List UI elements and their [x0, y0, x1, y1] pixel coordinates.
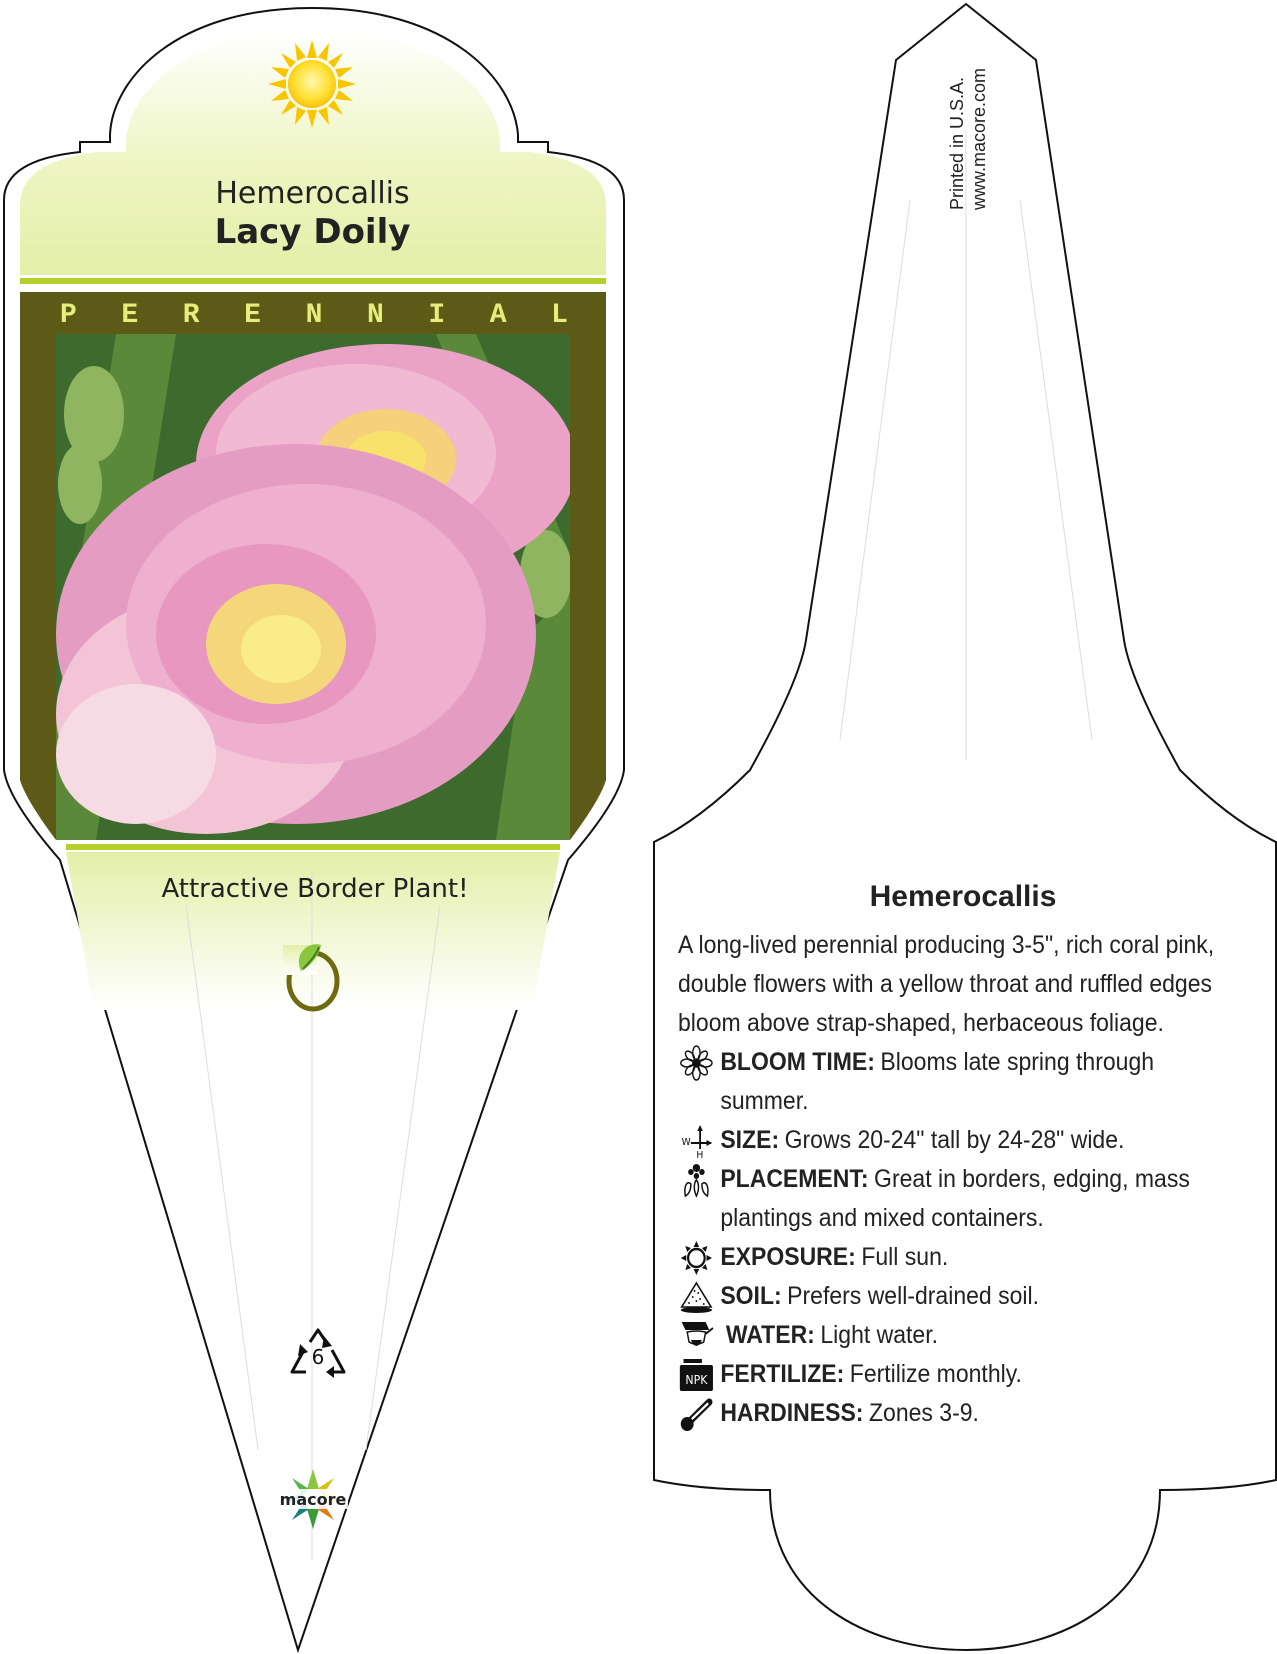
lime-divider-bottom [66, 844, 560, 850]
care-hardiness [678, 1394, 1248, 1433]
flower-icon [678, 1045, 715, 1081]
thermometer-icon [678, 1396, 715, 1432]
care-label: EXPOSURE: [720, 1243, 856, 1271]
watering-can-icon [678, 1318, 715, 1354]
recycle-code: 6 [311, 1345, 325, 1369]
category-letter: P [60, 300, 77, 331]
care-label: HARDINESS: [720, 1399, 864, 1427]
care-placement [678, 1160, 1248, 1238]
care-text: Full sun. [861, 1243, 949, 1271]
svg-text:H: H [696, 1149, 704, 1159]
svg-text:W: W [681, 1136, 691, 1149]
care-label: PLACEMENT: [720, 1165, 869, 1193]
category-letter: E [244, 300, 261, 331]
category-label [60, 300, 568, 331]
flower-photo [56, 334, 570, 840]
sun-outline-icon [678, 1240, 715, 1276]
care-text: Fertilize monthly. [849, 1360, 1022, 1388]
npk-icon [678, 1357, 715, 1393]
care-text: Prefers well-drained soil. [787, 1282, 1039, 1310]
recycle-icon [288, 1328, 348, 1384]
printed-info [946, 68, 990, 210]
back-description: A long-lived perennial producing 3-5", rich coral pink, double flowers with a yellow throat and ruffled edges bloom above strap-shaped, herbaceous foliage. [678, 931, 1215, 1037]
front-genus: Hemerocallis [215, 176, 410, 211]
care-soil [678, 1277, 1248, 1316]
care-fertilize [678, 1355, 1248, 1394]
back-title: Hemerocallis [869, 880, 1057, 913]
category-letter: I [428, 300, 446, 331]
care-label: FERTILIZE: [720, 1360, 845, 1388]
lime-divider-top [20, 278, 606, 284]
sun-icon [268, 40, 356, 128]
svg-text:NPK: NPK [685, 1372, 708, 1388]
care-size [678, 1121, 1248, 1160]
care-text: Light water. [820, 1321, 939, 1349]
care-label: SIZE: [720, 1126, 780, 1154]
front-cultivar: Lacy Doily [214, 212, 411, 252]
website: www.macore.com [969, 67, 989, 210]
care-label: SOIL: [720, 1282, 782, 1310]
placement-icon [678, 1162, 715, 1198]
care-bloom-time [678, 1043, 1248, 1121]
care-water [678, 1316, 1248, 1355]
category-letter: L [551, 300, 568, 331]
brand-name: macore [279, 1490, 347, 1509]
care-label: BLOOM TIME: [720, 1048, 875, 1076]
category-letter: N [366, 300, 384, 331]
care-exposure [678, 1238, 1248, 1277]
macore-logo [268, 1463, 358, 1543]
back-content [678, 880, 1248, 1433]
category-letter: N [305, 300, 323, 331]
care-text: Blooms late spring through summer. [720, 1048, 1155, 1115]
care-text: Grows 20-24" tall by 24-28" wide. [784, 1126, 1125, 1154]
printed-in: Printed in U.S.A. [947, 76, 967, 210]
category-letter: E [121, 300, 139, 331]
category-letter: R [182, 300, 200, 331]
care-text: Zones 3-9. [868, 1399, 979, 1427]
soil-icon [678, 1279, 715, 1315]
care-label: WATER: [725, 1321, 815, 1349]
size-icon [678, 1123, 715, 1159]
tagline: Attractive Border Plant! [161, 874, 469, 904]
category-letter: A [489, 300, 507, 331]
care-text: Great in borders, edging, mass plantings and mixed containers. [720, 1165, 1190, 1232]
